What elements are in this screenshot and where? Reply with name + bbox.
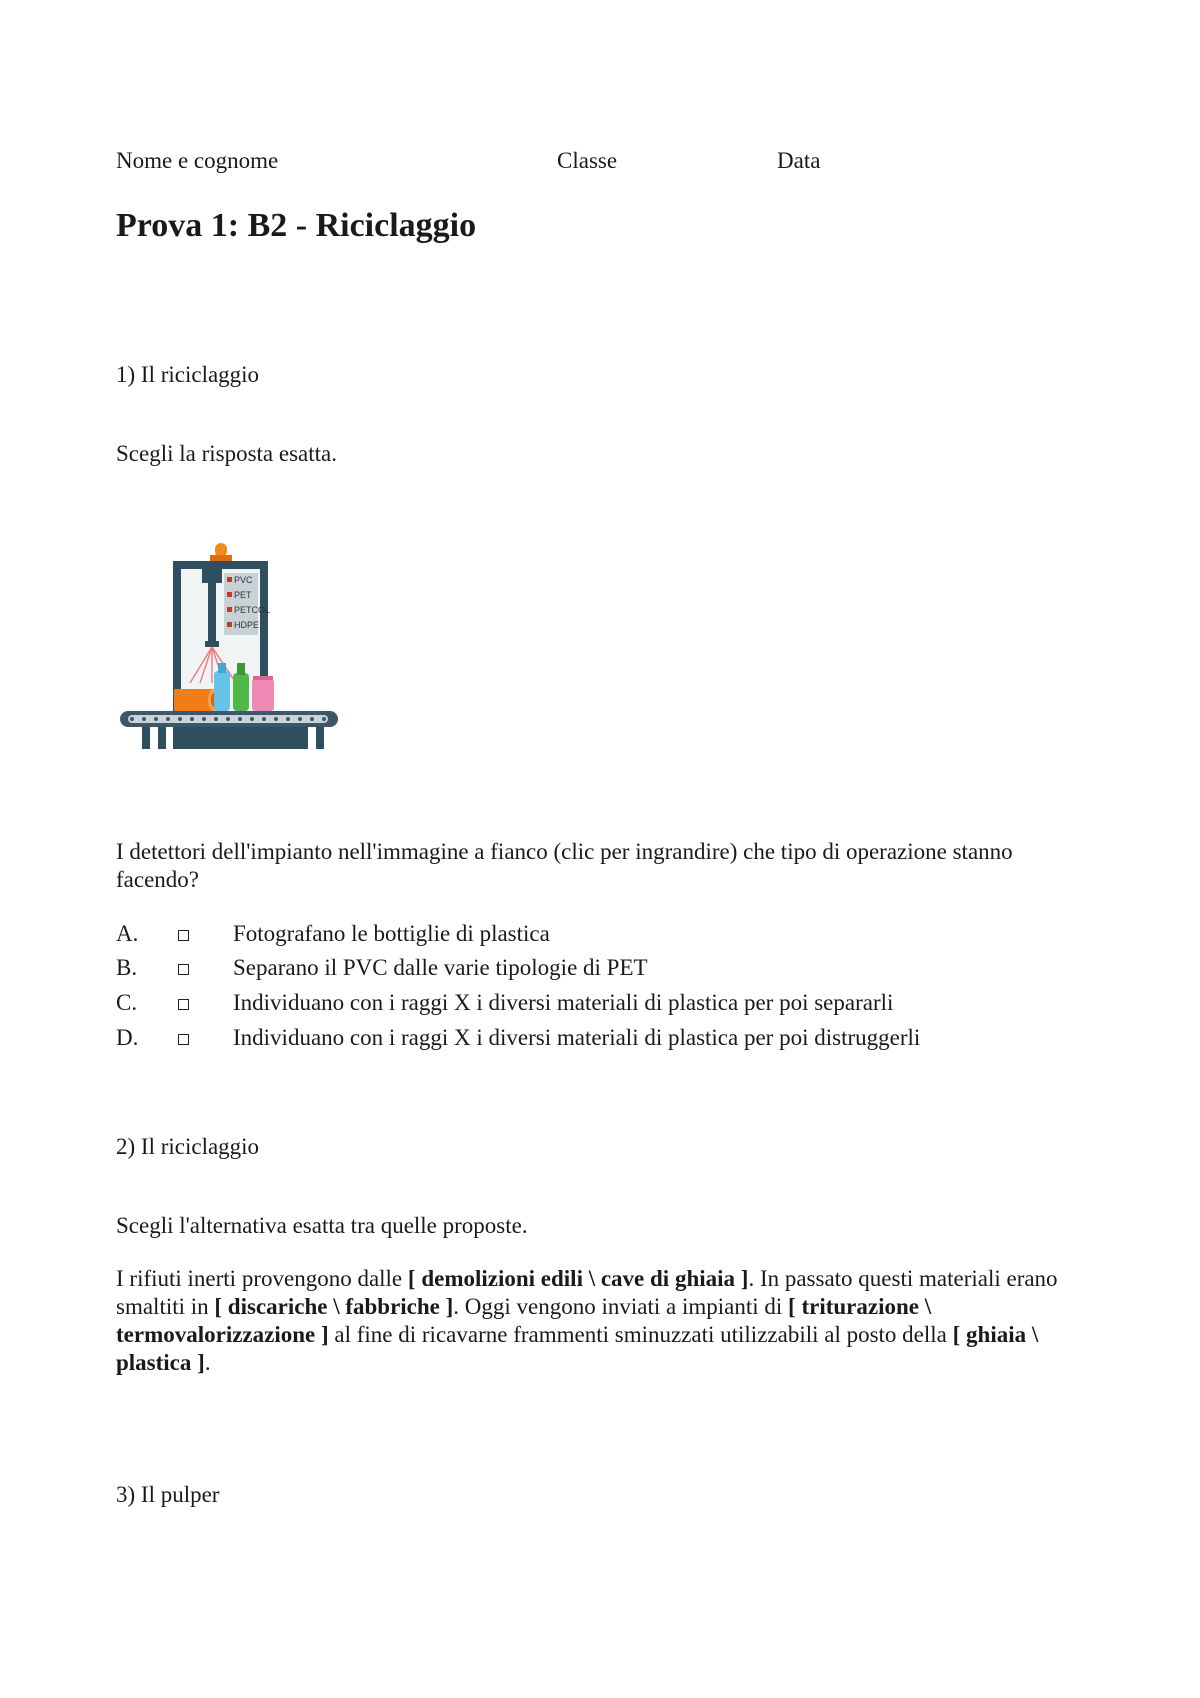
q2-choice-1[interactable]: [ demolizioni edili \ cave di ghiaia ] — [407, 1266, 749, 1291]
q3-heading: 3) Il pulper — [116, 1482, 220, 1507]
option-text: Separano il PVC dalle varie tipologie di PET — [233, 955, 648, 980]
class-label: Classe — [557, 148, 618, 173]
option-letter: A. — [116, 921, 139, 946]
panel-label-pet: PET — [234, 590, 252, 600]
panel-label-hdpe: HDPE — [234, 620, 260, 630]
option-letter: C. — [116, 990, 138, 1015]
q2-choice-3[interactable]: [ triturazione \ termovalorizzazione ] — [116, 1294, 932, 1347]
option-d-checkbox[interactable] — [178, 1034, 189, 1045]
q1-option-b — [116, 955, 1116, 985]
recycling-detector-image[interactable] — [120, 543, 338, 770]
q1-option-d — [116, 1025, 1116, 1055]
q2-text-5: . — [204, 1350, 211, 1375]
option-a-checkbox[interactable] — [178, 930, 189, 941]
name-label: Nome e cognome — [116, 148, 279, 173]
q2-instruction: Scegli l'alternativa esatta tra quelle proposte. — [116, 1213, 528, 1238]
date-label: Data — [777, 148, 821, 173]
option-letter: B. — [116, 955, 138, 980]
option-text: Individuano con i raggi X i diversi materiali di plastica per poi separarli — [233, 990, 894, 1015]
q1-option-c — [116, 990, 1116, 1020]
q2-text-3: . Oggi vengono inviati a impianti di — [453, 1294, 789, 1319]
q1-instruction: Scegli la risposta esatta. — [116, 441, 337, 466]
panel-label-pvc: PVC — [234, 575, 253, 585]
q1-question: I detettori dell'impianto nell'immagine a fianco (clic per ingrandire) che tipo di operazione stanno facendo? — [116, 839, 1013, 892]
panel-label-petcol: PETCOL — [234, 605, 271, 615]
option-text: Individuano con i raggi X i diversi materiali di plastica per poi distruggerli — [233, 1025, 921, 1050]
page-title: Prova 1: B2 - Riciclaggio — [116, 207, 477, 244]
q1-heading: 1) Il riciclaggio — [116, 362, 260, 387]
q2-choice-4[interactable]: [ ghiaia \ plastica ] — [116, 1322, 1039, 1375]
option-c-checkbox[interactable] — [178, 999, 189, 1010]
q2-heading: 2) Il riciclaggio — [116, 1134, 260, 1159]
q2-text-2: . In passato questi materiali erano smaltiti in — [116, 1266, 1058, 1319]
q1-option-a — [116, 921, 1116, 951]
option-letter: D. — [116, 1025, 139, 1050]
q2-cloze-paragraph — [116, 1265, 1101, 1377]
q2-text-4: al fine di ricavarne frammenti sminuzzati utilizzabili al posto della — [328, 1322, 953, 1347]
q2-choice-2[interactable]: [ discariche \ fabbriche ] — [214, 1294, 454, 1319]
option-text: Fotografano le bottiglie di plastica — [233, 921, 550, 946]
q2-text-1: I rifiuti inerti provengono dalle — [116, 1266, 408, 1291]
option-b-checkbox[interactable] — [178, 964, 189, 975]
